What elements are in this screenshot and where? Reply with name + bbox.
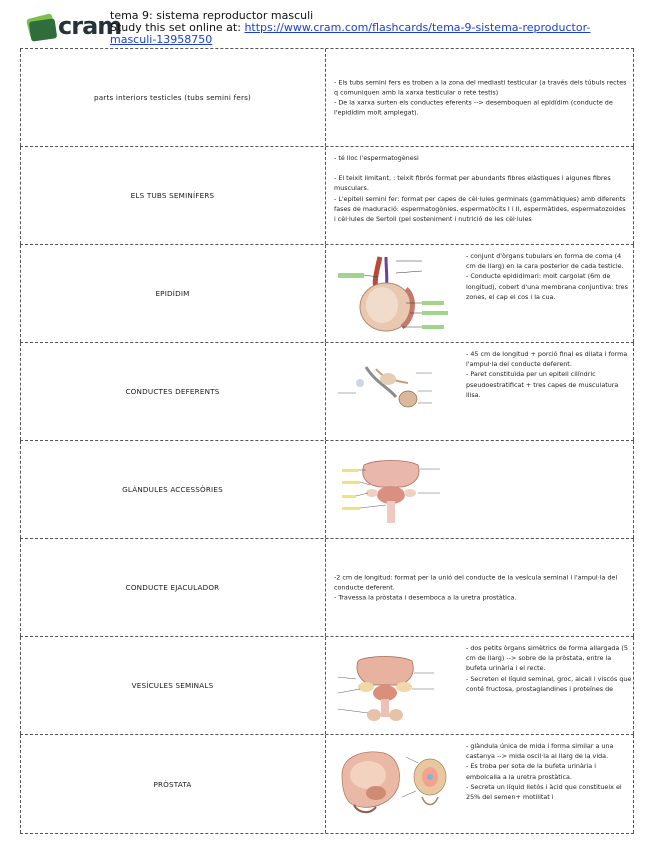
definition-line: - Travessa la pròstata i desemboca a la uretra prostàtica. bbox=[334, 593, 517, 602]
epididymis-illustration bbox=[336, 253, 458, 335]
definition-line: - Es troba per sota de la bufeta urinària i embolcalla a la uretra prostàtica. bbox=[466, 762, 597, 781]
card-term: GLÀNDULES ACCESSÒRIES bbox=[122, 485, 223, 494]
card-term: ELS TUBS SEMINÍFERS bbox=[130, 191, 215, 200]
definition-line: - L'epiteli semini fer: format per capes de cèl·lules germinals (gammàtiques) amb diferents fases de maduració: espermatogònies, espermatòcits I i II, espermàtides, espermatozoides i cèl·lules de Sertoli (pel sosteniment i nutrició de les cèl·lules bbox=[334, 194, 626, 224]
header-text bbox=[110, 10, 636, 46]
flashcard-row bbox=[20, 146, 634, 244]
cram-logo[interactable] bbox=[26, 12, 122, 44]
card-term: CONDUCTE EJACULADOR bbox=[125, 583, 220, 592]
definition-line: - glàndula única de mida i forma similar a una castanya --> mida oscil·la al llarg de la vida. bbox=[466, 742, 614, 761]
definition-line: - 45 cm de longitud + porció final es dilata i forma l'ampul·la del conducte deferent. bbox=[466, 350, 628, 369]
seminal-vesicles-illustration bbox=[336, 653, 458, 725]
accessory-glands-illustration bbox=[336, 455, 458, 525]
study-online-line bbox=[110, 22, 636, 46]
card-definition bbox=[466, 741, 632, 802]
card-term: parts interiors testicles (tubs semini fers) bbox=[93, 93, 252, 102]
flashcard-row bbox=[20, 734, 634, 834]
definition-spacer bbox=[334, 163, 628, 173]
card-term: PRÒSTATA bbox=[153, 779, 192, 789]
definition-line: - conjunt d'òrgans tubulars en forma de coma (4 cm de llarg) en la cara posterior de cada testicle. bbox=[466, 252, 624, 271]
flashcard-row bbox=[20, 440, 634, 538]
flashcard-row bbox=[20, 342, 634, 440]
page-header bbox=[26, 8, 636, 46]
vas-deferens-illustration bbox=[336, 363, 458, 411]
card-definition bbox=[466, 251, 632, 302]
prostate-illustration bbox=[336, 747, 458, 817]
flashcard-row bbox=[20, 538, 634, 636]
definition-line: - Els tubs semini fers es troben a la zona del mediasti testicular (a través dels túbuls rectes q comuniquen amb la xarxa testicular o rete testis) bbox=[334, 78, 627, 97]
card-definition bbox=[334, 153, 628, 224]
flashcard-row bbox=[20, 244, 634, 342]
card-definition bbox=[334, 77, 628, 118]
logo-card-back-icon bbox=[29, 18, 58, 41]
card-definition bbox=[334, 572, 628, 603]
flashcard-grid bbox=[20, 48, 634, 833]
set-url-link[interactable]: https://www.cram.com/flashcards/tema-9-sistema-reproductor-masculi-13958750 bbox=[110, 21, 591, 46]
definition-line: - Secreten el líquid seminal, groc, alcali i viscós que conté fructosa, prostaglandines i proteïnes de bbox=[466, 674, 632, 693]
card-definition bbox=[466, 349, 632, 400]
card-term: EPIDÍDIM bbox=[155, 289, 190, 298]
study-prefix: Study this set online at: bbox=[110, 21, 245, 34]
definition-line: - Conducte epididimari: molt cargolat (6m de longitud), cobert d'una membrana conjuntiva: tres zones, el cap el cos i la cua. bbox=[466, 272, 628, 301]
card-definition bbox=[466, 643, 632, 694]
definition-line: - té lloc l'espermatogènesi bbox=[334, 154, 419, 162]
flashcard-row bbox=[20, 636, 634, 734]
definition-line: - Secreta un líquid lletós i àcid que constitueix el 25% del semen+ motilitat i bbox=[466, 782, 622, 802]
card-term: VESÍCULES SEMINALS bbox=[131, 681, 214, 690]
definition-line: - dos petits òrgans simètrics de forma allargada (5 cm de llarg) --> sobre de la pròstata, entre la bufeta urinària i el recte. bbox=[466, 644, 628, 673]
definition-line: - De la xarxa surten els conductes eferents --> desemboquen al epidídim (conducte de l'epidídim molt amplegat). bbox=[334, 98, 613, 117]
definition-line: -2 cm de longitud: format per la unió del conducte de la vesícula seminal i l'ampul·la del conducte deferent. bbox=[334, 573, 618, 592]
flashcard-row bbox=[20, 48, 634, 146]
definition-line: - El teixit limitant, : teixit fibrós format per abundants fibres elàstiques i algunes fibres musculars. bbox=[334, 174, 611, 193]
set-title: tema 9: sistema reproductor masculi bbox=[110, 9, 314, 22]
card-term: CONDUCTES DEFERENTS bbox=[125, 387, 220, 396]
definition-line: - Paret constituïda per un epiteli cilíndric pseudoestratificat + tres capes de musculatura llisa. bbox=[466, 370, 619, 399]
logo-wordmark: cram bbox=[58, 12, 122, 40]
